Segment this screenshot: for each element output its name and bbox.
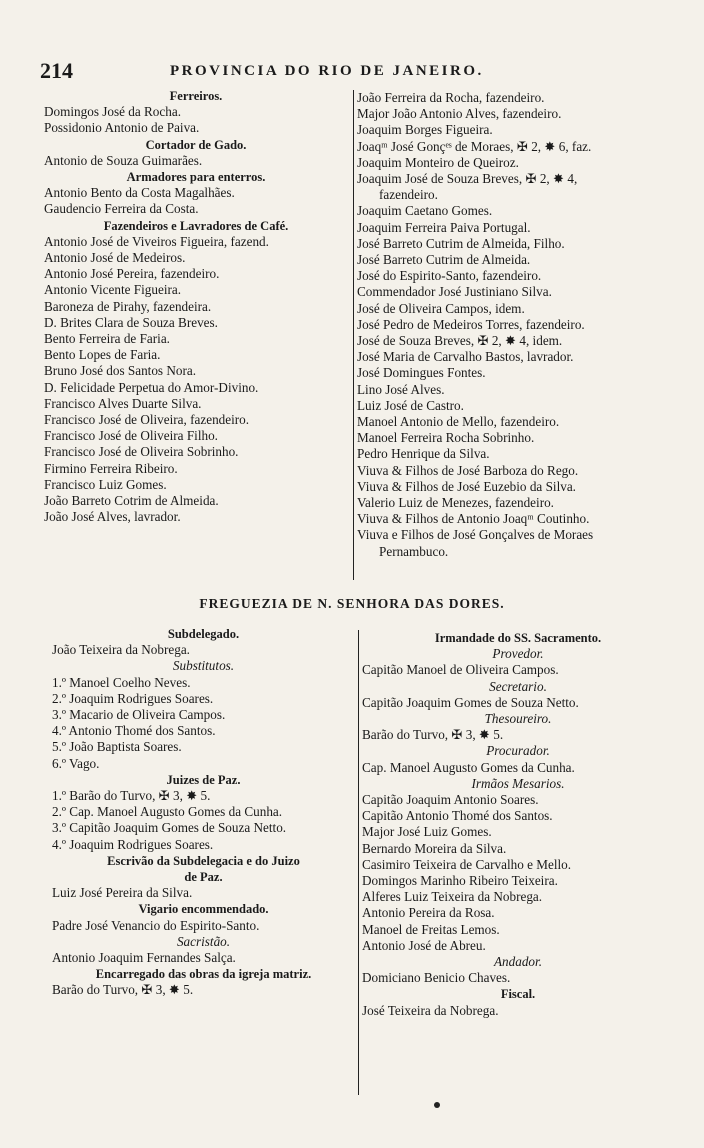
list-item: Capitão Antonio Thomé dos Santos. <box>362 808 553 824</box>
list-item: Francisco José de Oliveira Sobrinho. <box>44 444 239 460</box>
list-item: Cap. Manoel Augusto Gomes da Cunha. <box>362 759 575 775</box>
list-item: Francisco José de Oliveira, fazendeiro. <box>44 412 250 428</box>
list-item: 3.º Capitão Joaquim Gomes de Souza Netto. <box>52 820 287 836</box>
list-item: Valerio Luiz de Menezes, fazendeiro. <box>357 495 554 511</box>
list-item: Antonio José de Viveiros Figueira, fazend. <box>44 233 269 249</box>
list-item: Viuva & Filhos de José Barboza do Rego. <box>357 462 579 478</box>
page-number: 214 <box>40 58 73 83</box>
list-item: Major José Luiz Gomes. <box>362 824 492 840</box>
role-heading: Irmãos Mesarios. <box>471 775 565 791</box>
list-item: Antonio Bento da Costa Magalhães. <box>44 185 235 201</box>
role-heading: Substitutos. <box>172 658 235 674</box>
list-item: Capitão Joaquim Antonio Soares. <box>362 792 539 808</box>
list-item: Francisco Luiz Gomes. <box>44 476 167 492</box>
list-item: José Maria de Carvalho Bastos, lavrador. <box>357 349 574 365</box>
list-item: Padre José Venancio do Espirito-Santo. <box>52 917 260 933</box>
list-item: 2.º Cap. Manoel Augusto Gomes da Cunha. <box>52 804 283 820</box>
list-item: Bernardo Moreira da Silva. <box>362 840 507 856</box>
list-item: Pedro Henrique da Silva. <box>357 446 490 462</box>
list-item: José Pedro de Medeiros Torres, fazendeiro. <box>357 316 585 332</box>
list-item: 3.º Macario de Oliveira Campos. <box>52 707 226 723</box>
list-item: 2.º Joaquim Rodrigues Soares. <box>52 690 214 706</box>
column-divider-bottom <box>358 630 359 1095</box>
list-item: Viuva & Filhos de José Euzebio da Silva. <box>357 478 576 494</box>
column-top-right <box>357 90 672 560</box>
list-item: José de Oliveira Campos, idem. <box>357 300 525 316</box>
list-item: Domingos José da Rocha. <box>44 104 181 120</box>
section-heading: Fazendeiros e Lavradores de Café. <box>103 218 289 233</box>
list-item: Domiciano Benicio Chaves. <box>362 970 511 986</box>
list-item: Joaquim Borges Figueira. <box>357 122 493 138</box>
list-item: Pernambuco. <box>379 543 449 559</box>
role-heading: Andador. <box>494 954 542 970</box>
section-heading: Subdelegado. <box>167 627 240 641</box>
list-item: José Teixeira da Nobrega. <box>362 1002 499 1018</box>
list-item: 4.º Joaquim Rodrigues Soares. <box>52 836 214 852</box>
list-item: Commendador José Justiniano Silva. <box>357 284 552 300</box>
list-item: Viuva & Filhos de Antonio Joaqᵐ Coutinho. <box>357 511 590 527</box>
list-item: João Teixeira da Nobrega. <box>52 642 190 658</box>
list-item: Francisco Alves Duarte Silva. <box>44 395 202 411</box>
list-item: Firmino Ferreira Ribeiro. <box>44 460 178 476</box>
list-item: 1.º Barão do Turvo, ✠ 3, ✸ 5. <box>52 788 211 804</box>
list-item: 5.º João Baptista Soares. <box>52 739 182 755</box>
role-heading: Thesoureiro. <box>484 711 552 727</box>
list-item: Capitão Joaquim Gomes de Souza Netto. <box>362 694 579 710</box>
list-item: José Barreto Cutrim de Almeida. <box>357 252 531 268</box>
list-item: Antonio José de Abreu. <box>362 937 486 953</box>
role-heading: Provedor. <box>492 646 544 662</box>
list-item: Capitão Manoel de Oliveira Campos. <box>362 662 559 678</box>
list-item: José de Souza Breves, ✠ 2, ✸ 4, idem. <box>357 333 563 349</box>
list-item: Antonio José de Medeiros. <box>44 250 186 266</box>
page-header <box>40 58 660 84</box>
section-heading: Ferreiros. <box>169 89 223 103</box>
list-item: Joaquim Ferreira Paiva Portugal. <box>357 219 531 235</box>
column-bottom-right <box>362 630 674 1019</box>
section-heading: Fiscal. <box>500 987 536 1002</box>
section-heading: Irmandade do SS. Sacramento. <box>434 631 602 645</box>
list-item: José Barreto Cutrim de Almeida, Filho. <box>357 235 565 251</box>
section-heading: Juizes de Paz. <box>166 772 241 787</box>
list-item: 1.º Manoel Coelho Neves. <box>52 674 191 690</box>
list-item: Manoel Ferreira Rocha Sobrinho. <box>357 430 535 446</box>
list-item: Antonio de Souza Guimarães. <box>44 152 203 168</box>
column-top-left <box>44 88 348 525</box>
list-item: Antonio Pereira da Rosa. <box>362 905 495 921</box>
list-item: Joaquim Monteiro de Queiroz. <box>357 154 519 170</box>
list-item: Viuva e Filhos de José Gonçalves de Moraes <box>357 527 594 543</box>
page-title: PROVINCIA DO RIO DE JANEIRO. <box>170 63 484 79</box>
list-item: 4.º Antonio Thomé dos Santos. <box>52 723 216 739</box>
section-heading: Cortador de Gado. <box>145 137 247 152</box>
column-divider-top <box>353 90 354 580</box>
list-item: Antonio Joaquim Fernandes Salça. <box>52 950 236 966</box>
list-item: Joaquim José de Souza Breves, ✠ 2, ✸ 4, <box>357 171 578 187</box>
list-item: Lino José Alves. <box>357 381 445 397</box>
list-item: Bento Lopes de Faria. <box>44 347 161 363</box>
list-item: José do Espirito-Santo, fazendeiro. <box>357 268 542 284</box>
list-item: Barão do Turvo, ✠ 3, ✸ 5. <box>362 727 504 743</box>
list-item: fazendeiro. <box>379 187 438 203</box>
list-item: Alferes Luiz Teixeira da Nobrega. <box>362 889 543 905</box>
list-item: Luiz José Pereira da Silva. <box>52 885 193 901</box>
list-item: Domingos Marinho Ribeiro Teixeira. <box>362 873 558 889</box>
list-item: José Domingues Fontes. <box>357 365 486 381</box>
list-item: Possidonio Antonio de Paiva. <box>44 120 200 136</box>
list-item: Antonio José Pereira, fazendeiro. <box>44 266 220 282</box>
list-item: João Ferreira da Rocha, fazendeiro. <box>357 90 545 105</box>
column-bottom-left <box>52 626 355 999</box>
list-item: Casimiro Teixeira de Carvalho e Mello. <box>362 856 572 872</box>
list-item: Manoel de Freitas Lemos. <box>362 921 500 937</box>
list-item: D. Brites Clara de Souza Breves. <box>44 314 218 330</box>
list-item: Major João Antonio Alves, fazendeiro. <box>357 106 562 122</box>
list-item: Gaudencio Ferreira da Costa. <box>44 201 199 217</box>
role-heading: Sacristão. <box>176 933 231 949</box>
list-item: 6.º Vago. <box>52 755 100 771</box>
list-item: Francisco José de Oliveira Filho. <box>44 428 218 444</box>
list-item: João José Alves, lavrador. <box>44 509 181 525</box>
section-heading: Encarregado das obras da igreja matriz. <box>95 967 312 982</box>
list-item: Manoel Antonio de Mello, fazendeiro. <box>357 414 560 430</box>
list-item: Joaqᵐ José Gonçᵉˢ de Moraes, ✠ 2, ✸ 6, faz. <box>357 138 592 154</box>
section-heading: Vigario encommendado. <box>138 902 269 917</box>
list-item: Bento Ferreira de Faria. <box>44 331 170 347</box>
role-heading: Procurador. <box>486 743 550 759</box>
list-item: Antonio Vicente Figueira. <box>44 282 182 298</box>
section-heading: Escrivão da Subdelegacia e do Juizo <box>107 853 300 868</box>
section-heading: de Paz. <box>184 870 223 885</box>
list-item: D. Felicidade Perpetua do Amor-Divino. <box>44 379 259 395</box>
list-item: Baroneza de Pirahy, fazendeira. <box>44 298 212 314</box>
list-item: João Barreto Cotrim de Almeida. <box>44 493 219 509</box>
list-item: Barão do Turvo, ✠ 3, ✸ 5. <box>52 982 194 998</box>
list-item: Luiz José de Castro. <box>357 397 464 413</box>
role-heading: Secretario. <box>489 678 547 694</box>
section-title: FREGUEZIA DE N. SENHORA DAS DORES. <box>199 596 505 611</box>
list-item: Bruno José dos Santos Nora. <box>44 363 197 379</box>
ink-dot <box>434 1102 440 1108</box>
list-item: Joaquim Caetano Gomes. <box>357 203 493 219</box>
section-heading: Armadores para enterros. <box>126 170 266 185</box>
